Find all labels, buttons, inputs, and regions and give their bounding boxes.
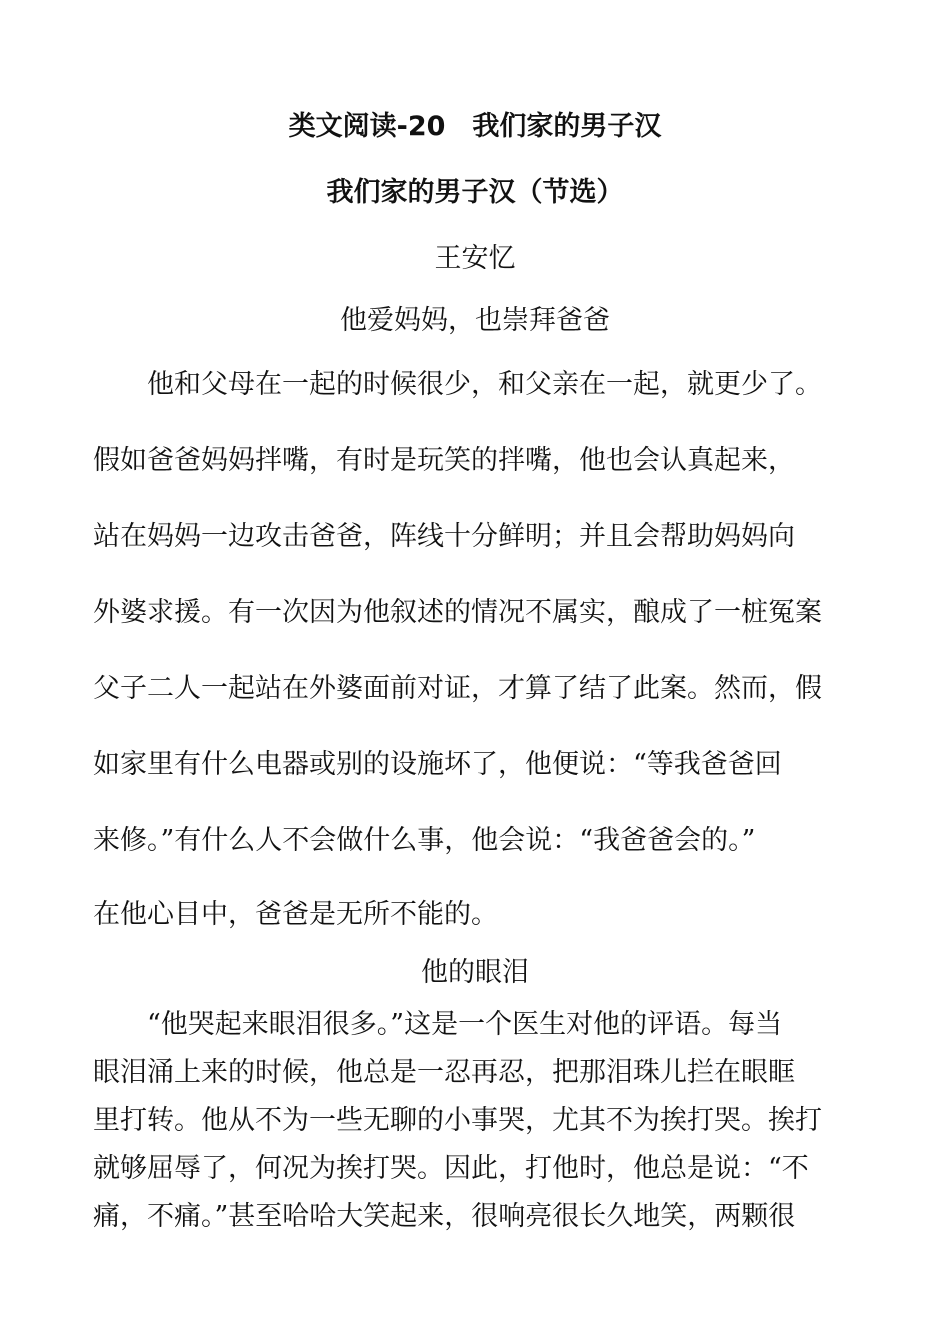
paragraph-line: 父子二人一起站在外婆面前对证，才算了结了此案。然而，假 xyxy=(93,673,822,704)
paragraph-line: “他哭起来眼泪很多。”这是一个医生对他的评语。每当 xyxy=(93,1009,783,1040)
paragraph-line: 站在妈妈一边攻击爸爸，阵线十分鲜明；并且会帮助妈妈向 xyxy=(93,521,795,552)
paragraph-line: 眼泪涌上来的时候，他总是一忍再忍，把那泪珠儿拦在眼眶 xyxy=(93,1057,795,1088)
paragraph-line: 在他心目中，爸爸是无所不能的。 xyxy=(93,899,498,930)
paragraph-line: 外婆求援。有一次因为他叙述的情况不属实，酿成了一桩冤案 xyxy=(93,597,822,628)
author-name: 王安忆 xyxy=(434,243,516,274)
section-heading: 他的眼泪 xyxy=(421,957,529,988)
paragraph-line: 他和父母在一起的时候很少，和父亲在一起，就更少了。 xyxy=(93,369,822,400)
section-heading: 他爱妈妈，也崇拜爸爸 xyxy=(340,305,610,336)
paragraph-line: 里打转。他从不为一些无聊的小事哭，尤其不为挨打哭。挨打 xyxy=(93,1105,822,1136)
paragraph-line: 痛，不痛。”甚至哈哈大笑起来，很响亮很长久地笑，两颗很 xyxy=(93,1201,796,1232)
paragraph-line: 如家里有什么电器或别的设施坏了，他便说：“等我爸爸回 xyxy=(93,749,782,780)
document-title: 类文阅读-20 我们家的男子汉 xyxy=(288,111,662,142)
paragraph-line: 就够屈辱了，何况为挨打哭。因此，打他时，他总是说：“不 xyxy=(93,1153,809,1184)
article-title: 我们家的男子汉（节选） xyxy=(326,177,624,208)
paragraph-line: 假如爸爸妈妈拌嘴，有时是玩笑的拌嘴，他也会认真起来， xyxy=(93,445,795,476)
paragraph-line: 来修。”有什么人不会做什么事，他会说：“我爸爸会的。” xyxy=(93,825,756,856)
